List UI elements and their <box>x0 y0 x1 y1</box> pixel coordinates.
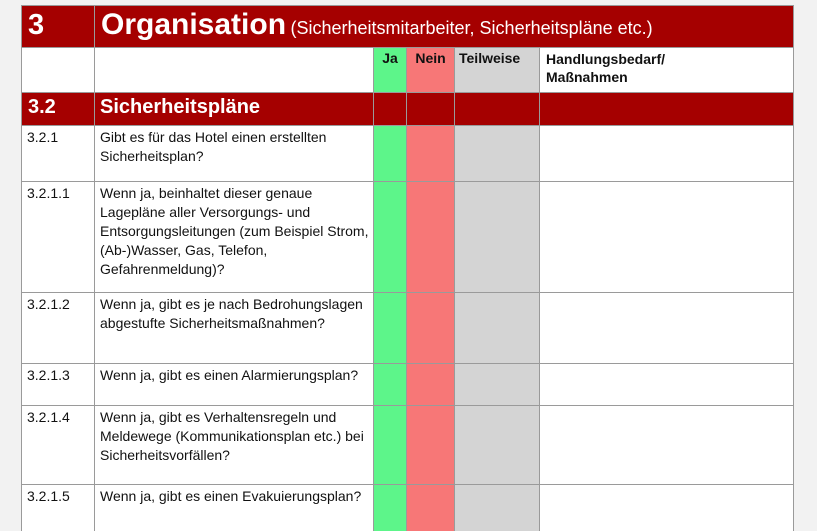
chapter-title: Organisation <box>101 8 287 41</box>
answer-teilweise-cell[interactable] <box>455 126 540 182</box>
handlung-line-1: Handlungsbedarf/ <box>546 51 666 67</box>
answer-nein-cell[interactable] <box>407 182 455 293</box>
answer-ja-cell[interactable] <box>374 126 407 182</box>
column-header-nein: Nein <box>407 48 455 93</box>
column-header-teilweise: Teilweise <box>455 48 540 93</box>
handlung-cell[interactable] <box>540 126 794 182</box>
table-row <box>22 406 794 485</box>
row-number: 3.2.1.3 <box>22 364 95 406</box>
row-number: 3.2.1.4 <box>22 406 95 485</box>
handlung-cell[interactable] <box>540 485 794 531</box>
section-cell-teilweise <box>455 93 540 126</box>
row-number: 3.2.1.5 <box>22 485 95 531</box>
table-row <box>22 293 794 364</box>
handlung-cell[interactable] <box>540 182 794 293</box>
section-cell-nein <box>407 93 455 126</box>
column-header-ja: Ja <box>374 48 407 93</box>
handlung-cell[interactable] <box>540 364 794 406</box>
chapter-subtitle: (Sicherheitsmitarbeiter, Sicherheitspläne etc.) <box>290 18 653 38</box>
section-cell-ja <box>374 93 407 126</box>
table-row <box>22 485 794 531</box>
row-number: 3.2.1.2 <box>22 293 95 364</box>
answer-teilweise-cell[interactable] <box>455 293 540 364</box>
answer-nein-cell[interactable] <box>407 485 455 531</box>
section-number: 3.2 <box>22 93 95 126</box>
answer-ja-cell[interactable] <box>374 293 407 364</box>
answer-teilweise-cell[interactable] <box>455 406 540 485</box>
handlung-line-2: Maßnahmen <box>546 69 628 85</box>
handlung-cell[interactable] <box>540 406 794 485</box>
row-question: Wenn ja, gibt es einen Alarmierungsplan? <box>95 364 374 406</box>
row-number: 3.2.1.1 <box>22 182 95 293</box>
chapter-number: 3 <box>22 6 95 48</box>
table-row <box>22 182 794 293</box>
row-question: Wenn ja, gibt es je nach Bedrohungslagen abgestufte Sicherheitsmaßnahmen? <box>95 293 374 364</box>
answer-nein-cell[interactable] <box>407 293 455 364</box>
row-number: 3.2.1 <box>22 126 95 182</box>
row-question: Wenn ja, beinhaltet dieser genaue Lagepläne aller Versorgungs- und Entsorgungsleitungen (zum Beispiel Strom, (Ab-)Wasser, Gas, Telefon, Gefahrenmeldung)? <box>95 182 374 293</box>
column-header-row <box>22 48 794 93</box>
answer-ja-cell[interactable] <box>374 364 407 406</box>
chapter-title-cell <box>95 6 794 48</box>
header-blank-num <box>22 48 95 93</box>
chapter-header-row <box>22 6 794 48</box>
row-question: Wenn ja, gibt es Verhaltensregeln und Meldewege (Kommunikationsplan etc.) bei Sicherheitsvorfällen? <box>95 406 374 485</box>
table-row <box>22 126 794 182</box>
row-question: Wenn ja, gibt es einen Evakuierungsplan? <box>95 485 374 531</box>
answer-teilweise-cell[interactable] <box>455 182 540 293</box>
answer-nein-cell[interactable] <box>407 126 455 182</box>
row-question: Gibt es für das Hotel einen erstellten Sicherheitsplan? <box>95 126 374 182</box>
answer-nein-cell[interactable] <box>407 364 455 406</box>
section-header-row <box>22 93 794 126</box>
answer-ja-cell[interactable] <box>374 406 407 485</box>
header-blank-question <box>95 48 374 93</box>
answer-ja-cell[interactable] <box>374 182 407 293</box>
column-header-handlungsbedarf <box>540 48 794 93</box>
answer-teilweise-cell[interactable] <box>455 485 540 531</box>
section-cell-handlung <box>540 93 794 126</box>
section-title: Sicherheitspläne <box>95 93 374 126</box>
answer-ja-cell[interactable] <box>374 485 407 531</box>
checklist-table <box>21 5 794 531</box>
handlung-cell[interactable] <box>540 293 794 364</box>
answer-teilweise-cell[interactable] <box>455 364 540 406</box>
answer-nein-cell[interactable] <box>407 406 455 485</box>
table-row <box>22 364 794 406</box>
